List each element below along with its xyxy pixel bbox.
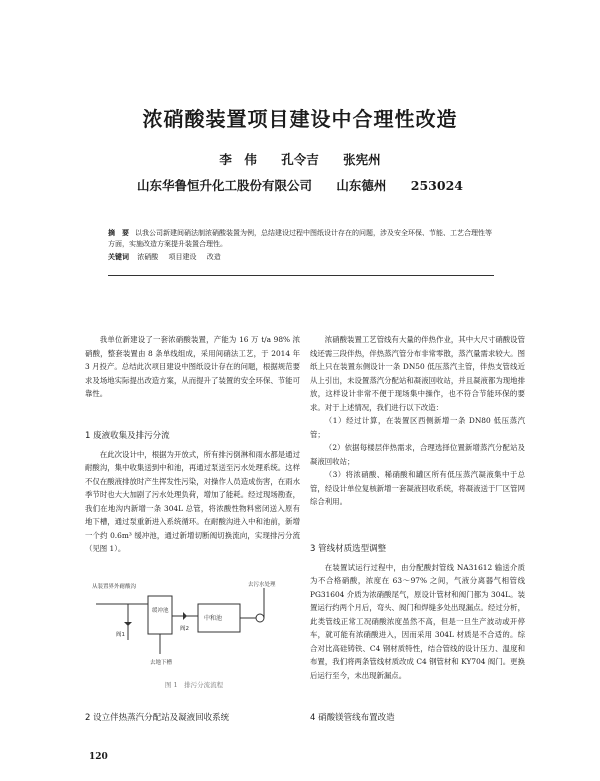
outlet-label: 去污水处理 <box>248 582 276 588</box>
right-intro-paragraph: 浓硝酸装置工艺管线有大量的伴热作业，其中大尺寸硝酸设管线还需三段伴热，伴热蒸汽管分布非常零散，蒸汽量需求较大。图纸上只在装置东侧设计一条 DN50 低压蒸汽主管，伴热支管线近从上引出，未设置蒸汽分配站和凝液回收站，并且凝液都为现地排放，这样设计非常不便于现场集中操作，也不符合节能环保的要求。对于上述情况，我们进行以下改造： <box>310 335 525 412</box>
neutral-label: 中和池 <box>204 615 223 622</box>
divider <box>108 275 494 276</box>
section-1-heading: 1 废液收集及排污分流 <box>85 431 170 441</box>
valve-2-icon <box>183 612 187 620</box>
keyword: 浓硝酸 <box>137 253 159 261</box>
affiliation-org: 山东华鲁恒升化工股份有限公司 <box>137 178 313 193</box>
buffer-tank <box>148 596 172 634</box>
author-1: 李 伟 <box>219 152 257 167</box>
section-1 <box>85 430 300 556</box>
author-3: 张宪州 <box>343 152 381 167</box>
pump-icon <box>256 614 264 622</box>
author-2: 孔令吉 <box>281 152 319 167</box>
section-2 <box>85 712 300 726</box>
section-3-heading: 3 管线材质选型调整 <box>310 544 387 554</box>
list-item: （1）经过计算，在装置区西侧新增一条 DN80 低压蒸汽管； <box>310 416 525 439</box>
page-number: 120 <box>89 752 108 762</box>
keyword: 改造 <box>206 253 221 261</box>
affiliation <box>0 176 600 194</box>
intro-paragraph: 我单位新建设了一套浓硝酸装置，产能为 16 万 t/a 98% 浓硝酸，整套装置由 8 条单线组成，采用间硝法工艺，于 2014 年 3 月投产。总结此次项目建设中图纸设计存在的问题，根据规范要求及场地实际提出改造方案，从而提升了装置的安全环保、节能可靠性。 <box>85 335 300 398</box>
valve-1-icon <box>124 622 132 626</box>
list-item: （3）将浓硝酸、稀硝酸和罐区所有低压蒸汽凝液集中于总管，经设计单位复核新增一套凝液回收系统，将凝液送于厂区管网综合利用。 <box>310 470 525 506</box>
section-4-heading: 4 硝酸镁管线布置改造 <box>310 713 395 723</box>
valve-2-label: 阀2 <box>180 626 189 632</box>
buffer-label: 缓冲池 <box>152 608 169 614</box>
abstract <box>108 228 494 250</box>
section-1-text: 在此次设计中，根据为开放式，所有排污倒淋和雨水都是通过耐酸沟，集中收集送到中和池，再通过泵送至污水处理系统。这样不仅在酸液排放时产生挥发性污染，对操作人员造成伤害，在雨水季节时也大大加剧了污水处理负荷，增加了能耗。经过现场勘查，我们在地沟内新增一条 304L 总管，将浓酸性物料密闭送入原有地下槽，通过泵重新进入系统循环。在耐酸沟进入中和池前，新增一个约 0.6m³ 缓冲池，通过新增切断阀切换流向，实现排污分流（见图 1）。 <box>85 449 300 553</box>
abstract-text: 以我公司新建间硝法制浓硝酸装置为例，总结建设过程中图纸设计存在的问题，涉及安全环保、节能、工艺合理性等方面，实施改造方案提升装置合理性。 <box>108 229 492 248</box>
valve-1-label: 阀1 <box>116 632 125 638</box>
keywords <box>108 252 494 262</box>
abstract-label: 摘 要 <box>108 229 129 237</box>
section-2-heading: 2 设立伴热蒸汽分配站及凝液回收系统 <box>85 713 230 723</box>
authors <box>0 150 600 168</box>
section-4 <box>310 712 525 726</box>
keywords-label: 关键词 <box>108 253 129 261</box>
section-3 <box>310 543 525 682</box>
affiliation-zip: 253024 <box>410 178 463 193</box>
inlet-label: 从装置界外耐酸沟 <box>92 584 137 590</box>
affiliation-city: 山东德州 <box>336 178 387 193</box>
right-column-intro <box>310 333 525 509</box>
left-column-intro <box>85 333 300 401</box>
list-item: （2）依据每楼层伴热需求，合理选择位置新增蒸汽分配站及凝液回收站； <box>310 443 525 466</box>
pump-label: 去地下槽 <box>150 660 173 666</box>
keyword: 项目建设 <box>168 253 197 261</box>
figure-1-caption: 图 1 排污分流流程 <box>164 681 224 689</box>
page-title: 浓硝酸装置项目建设中合理性改造 <box>142 107 458 131</box>
section-3-text: 在装置试运行过程中，由分配酸封管线 NA31612 输送介质为不合格硝酸，浓度在 63～97% 之间，气液分离器气相管线 PG31604 介质为浓硝酸尾气，原设计管材和阀门都为 304L。装置运行约两个月后，弯头、阀门和焊缝多处出现漏点。经过分析，此类管线正常工况硝酸浓度虽然不高，但是一旦生产波动或开停车，就可能有浓硝酸进入，因而采用 304L 材质是不合适的。综合对比高硅铸铁、C4 钢材质特性，结合管线的设计压力、温度和布置，我们将两条管线材质改成 C4 钢管材和 KY704 阀门。更换后运行至今，未出现新漏点。 <box>310 562 525 680</box>
figure-1-diagram <box>88 578 300 668</box>
